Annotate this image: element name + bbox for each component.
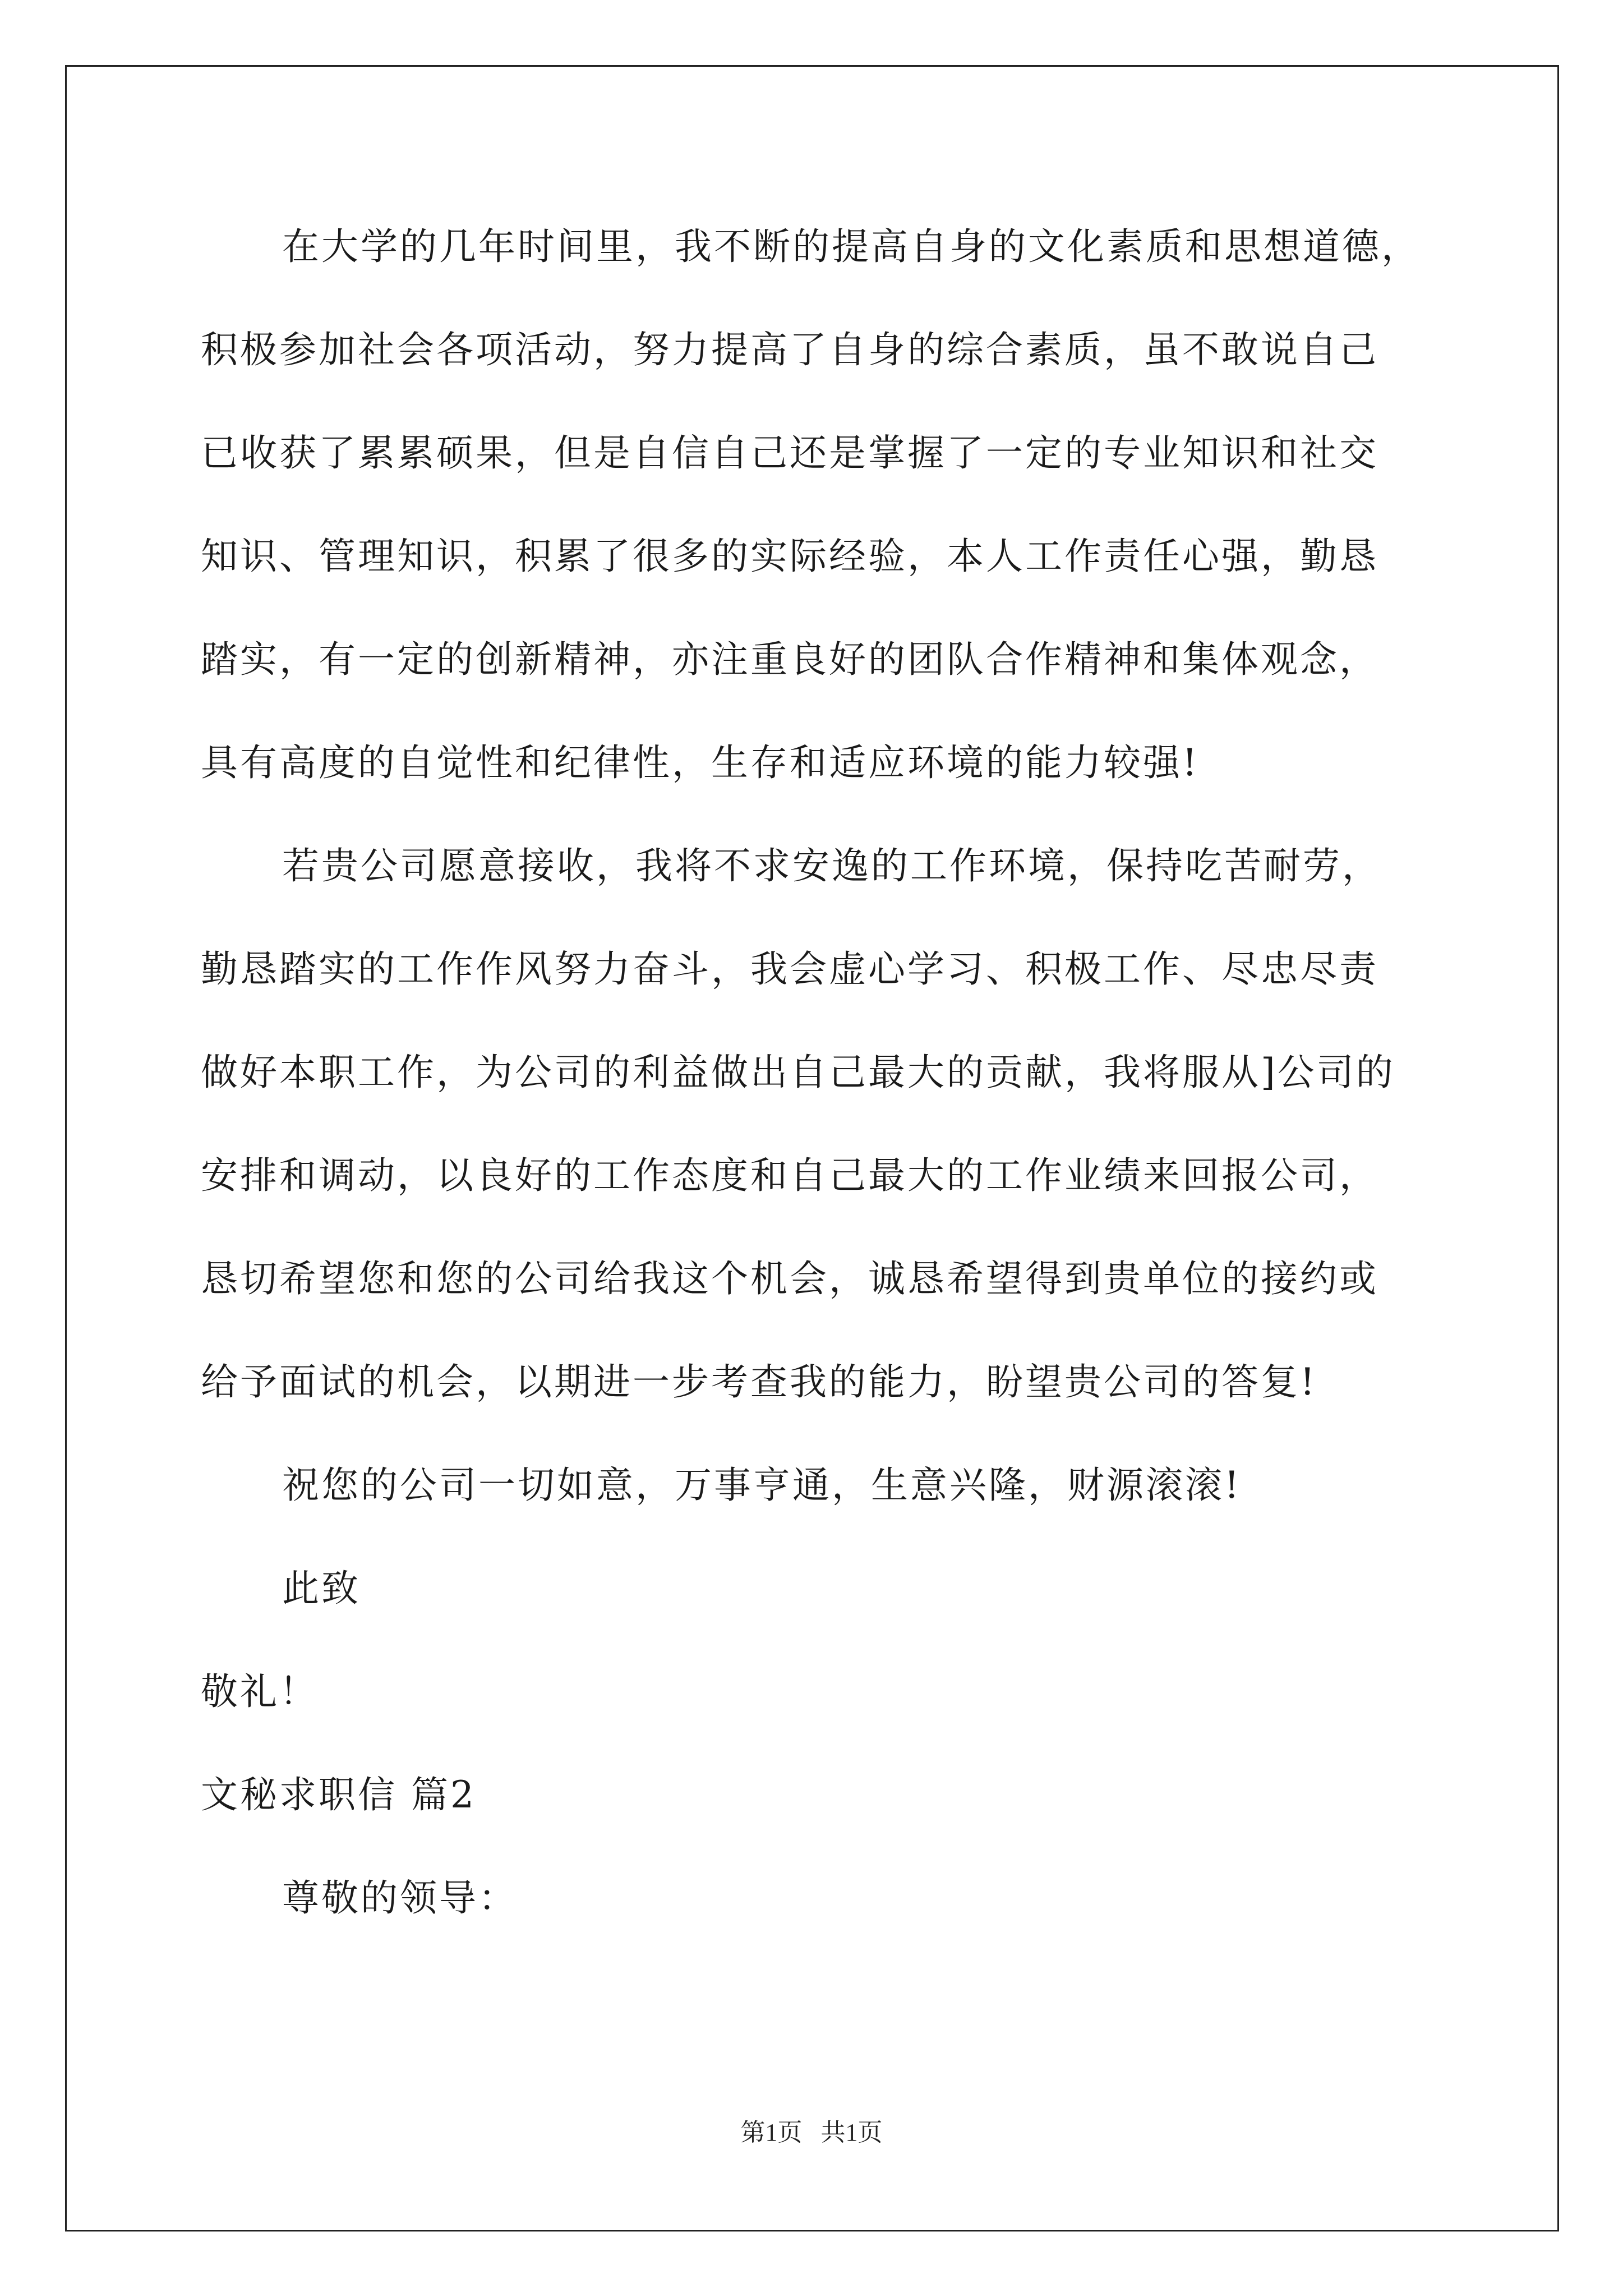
section-heading: 文秘求职信 篇2	[201, 1773, 476, 1816]
paragraph-2-line-2: 勤恳踏实的工作作风努力奋斗，我会虚心学习、积极工作、尽忠尽责	[201, 947, 1378, 991]
paragraph-2-line-4: 安排和调动，以良好的工作态度和自己最大的工作业绩来回报公司，	[201, 1154, 1378, 1197]
paragraph-2-line-1: 若贵公司愿意接收，我将不求安逸的工作环境，保持吃苦耐劳，	[282, 844, 1381, 887]
closing-salutation: 此致	[282, 1567, 361, 1610]
paragraph-1-line-4: 知识、管理知识，积累了很多的实际经验，本人工作责任心强，勤恳	[201, 535, 1378, 578]
paragraph-2-line-5: 恳切希望您和您的公司给我这个机会，诚恳希望得到贵单位的接约或	[201, 1257, 1378, 1300]
closing-wishes: 祝您的公司一切如意，万事亨通，生意兴隆，财源滚滚!	[282, 1464, 1242, 1507]
page-number-footer: 第1页 共1页	[740, 2119, 883, 2146]
paragraph-1-line-5: 踏实，有一定的创新精神，亦注重良好的团队合作精神和集体观念，	[201, 638, 1378, 681]
paragraph-1-line-2: 积极参加社会各项活动，努力提高了自身的综合素质，虽不敢说自己	[201, 328, 1378, 371]
paragraph-1-line-1: 在大学的几年时间里，我不断的提高自身的文化素质和思想道德，	[282, 225, 1421, 268]
paragraph-1-line-3: 已收获了累累硕果，但是自信自己还是掌握了一定的专业知识和社交	[201, 431, 1378, 475]
letter-greeting: 尊敬的领导：	[282, 1876, 518, 1920]
paragraph-1-line-6: 具有高度的自觉性和纪律性，生存和适应环境的能力较强!	[201, 741, 1200, 784]
paragraph-2-line-3: 做好本职工作，为公司的利益做出自己最大的贡献，我将服从]公司的	[201, 1051, 1395, 1094]
paragraph-2-line-6: 给予面试的机会，以期进一步考查我的能力，盼望贵公司的答复!	[201, 1360, 1317, 1404]
closing-regards: 敬礼！	[201, 1670, 319, 1713]
